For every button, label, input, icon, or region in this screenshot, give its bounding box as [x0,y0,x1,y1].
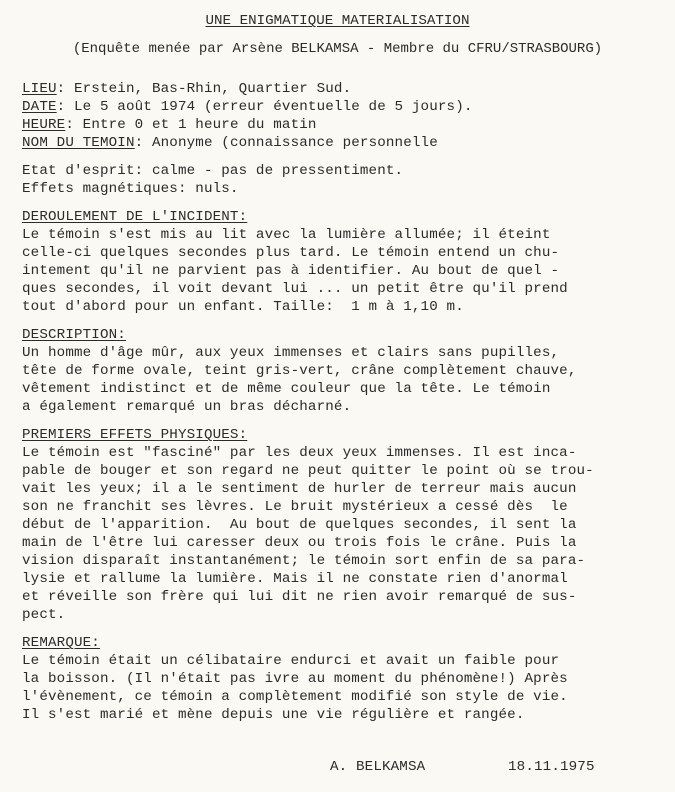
body-line: intement qu'il ne parvient pas à identifier. Au bout de quel - [22,263,560,279]
body-line: vêtement indistinct et de même couleur que la tête. Le témoin [22,381,551,397]
body-line: Le témoin s'est mis au lit avec la lumière allumée; il éteint [22,227,551,243]
body-line: celle-ci quelques secondes plus tard. Le témoin entend un chu- [22,245,560,261]
document-title: UNE ENIGMATIQUE MATERIALISATION [205,13,470,29]
field-lieu [22,80,351,98]
body-line: Le témoin est "fasciné" par les deux yeux immenses. Il est inca- [22,445,577,461]
section-heading-remarque: REMARQUE: [22,635,100,651]
field-heure [22,116,317,134]
field-label: HEURE [22,117,66,133]
section-heading-description: DESCRIPTION: [22,327,126,343]
state-line: Etat d'esprit: calme - pas de pressentiment. [22,163,404,179]
body-line: tout d'abord pour un enfant. Taille: 1 m à 1,10 m. [22,299,464,315]
signature-date: 18.11.1975 [508,759,595,775]
body-line: pable de bouger et son regard ne peut quitter le point où se trou- [22,463,594,479]
body-line: début de l'apparition. Au bout de quelques secondes, il sent la [22,517,577,533]
body-line: main de l'être lui caresser deux ou trois fois le crâne. Puis la [22,535,577,551]
field-label: NOM DU TEMOIN [22,135,135,151]
field-label: LIEU [22,81,57,97]
body-line: Il s'est marié et mène depuis une vie régulière et rangée. [22,707,525,723]
body-line: tête de forme ovale, teint gris-vert, crâne complètement chauve, [22,363,577,379]
signature-name: A. BELKAMSA [330,759,426,775]
field-label: DATE [22,99,57,115]
body-line: ques secondes, il voit devant lui ... un petit être qu'il prend [22,281,568,297]
body-line: l'évènement, ce témoin a complètement modifié son style de vie. [22,689,568,705]
body-line: Le témoin était un célibataire endurci et avait un faible pour [22,653,560,669]
body-line: la boisson. (Il n'était pas ivre au moment du phénomène!) Après [22,671,568,687]
body-line: vait les yeux; il a le sentiment de hurler de terreur mais aucun [22,481,577,497]
field-value: : Erstein, Bas-Rhin, Quartier Sud. [56,81,352,97]
state-line: Effets magnétiques: nuls. [22,181,239,197]
body-line: vision disparaît instantanément; le témoin sort enfin de sa para- [22,553,586,569]
body-line: son ne franchit ses lèvres. Le bruit mystérieux a cessé dès le [22,499,568,515]
body-line: et réveille son frère qui lui dit ne rien avoir remarqué de sus- [22,589,577,605]
field-nom-du-temoin [22,134,438,152]
section-heading-deroulement: DEROULEMENT DE L'INCIDENT: [22,209,248,225]
field-date [22,98,473,116]
field-value: : Anonyme (connaissance personnelle [134,135,438,151]
body-line: Un homme d'âge mûr, aux yeux immenses et clairs sans pupilles, [22,345,560,361]
body-line: lysie et rallume la lumière. Mais il ne constate rien d'anormal [22,571,568,587]
field-value: : Entre 0 et 1 heure du matin [65,117,317,133]
document-subtitle: (Enquête menée par Arsène BELKAMSA - Membre du CFRU/STRASBOURG) [72,41,603,57]
field-value: : Le 5 août 1974 (erreur éventuelle de 5 jours). [56,99,473,115]
section-heading-premiers-effets: PREMIERS EFFETS PHYSIQUES: [22,427,248,443]
body-line: pect. [22,607,66,623]
body-line: a également remarqué un bras décharné. [22,399,352,415]
